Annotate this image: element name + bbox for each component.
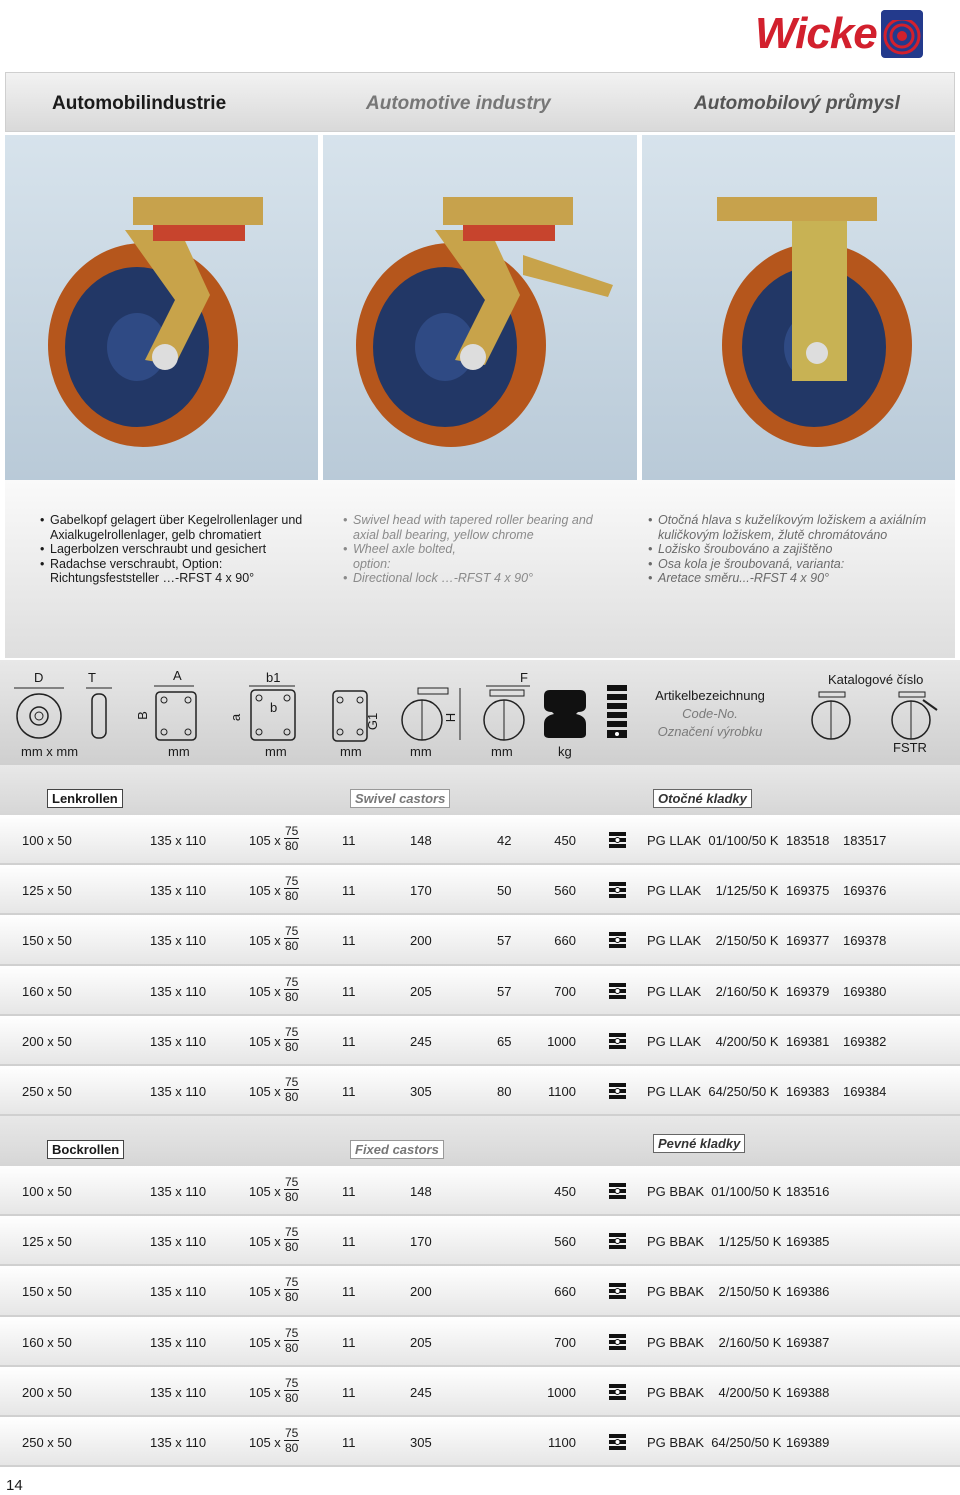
fraction-denominator: 80 [285, 839, 299, 853]
photo-swivel-castor [5, 135, 318, 480]
header-unit-dxt: mm x mm [21, 744, 79, 759]
desc-cz-line: kuličkovým ložiskem, žlutě chromátováno [658, 527, 888, 542]
desc-de-line: • Radachse verschraubt, Option: [40, 557, 302, 572]
cell-plate-size: 135 x 110 [150, 833, 207, 848]
label-fixed-de: Bockrollen [47, 1140, 124, 1159]
material-code-icon [609, 932, 626, 948]
cell-load: 660 [554, 1284, 576, 1300]
cell-dimension: 200 x 50 [22, 1384, 72, 1400]
cell-g1: 11 [342, 1083, 356, 1099]
cell-bolt-spacing: 105 x [249, 933, 281, 949]
cell-height: 148 [410, 1184, 432, 1199]
header-fstr: FSTR [893, 740, 927, 755]
cell-article-name: PG LLAK 2/150/50 K [647, 933, 779, 949]
cell-dimension: 250 x 50 [22, 1434, 72, 1450]
header-article-cz: Označení výrobku [657, 724, 763, 739]
cell-catalog-code: 169387 [786, 1334, 830, 1350]
fixed-rows [0, 1166, 960, 1467]
cell-catalog-code: 183518 [786, 833, 830, 848]
label-fixed-en: Fixed castors [350, 1140, 444, 1159]
header-b-lower: b [270, 700, 278, 715]
material-code-icon [609, 1233, 626, 1249]
description-en [343, 513, 593, 586]
table-row [0, 966, 960, 1016]
cell-g1: 11 [342, 1334, 356, 1350]
description-de [40, 513, 302, 586]
cell-plate-size: 135 x 110 [150, 1334, 207, 1350]
cell-dimension: 125 x 50 [22, 883, 72, 899]
desc-en-line: • Directional lock …-RFST 4 x 90° [343, 571, 593, 586]
title-band [5, 72, 955, 132]
material-code-icon [609, 1334, 626, 1350]
fraction-numerator: 75 [285, 1275, 299, 1290]
cell-plate-size: 135 x 110 [150, 1284, 207, 1300]
header-b-upper: B [134, 711, 150, 720]
cell-bolt-spacing: 105 x [249, 833, 281, 848]
brand-logo [755, 8, 923, 60]
cell-dimension: 250 x 50 [22, 1083, 72, 1099]
description-band [5, 480, 955, 658]
desc-de-line: Axialkugelrollenlager, gelb chromatiert [50, 527, 262, 542]
cell-g1: 11 [342, 1434, 356, 1450]
fraction-denominator: 80 [285, 1340, 299, 1355]
cell-bolt-spacing: 105 x [249, 1083, 281, 1099]
cell-plate-size: 135 x 110 [150, 1033, 207, 1049]
header-a-lower: a [228, 713, 244, 722]
cell-catalog-code: 169379 [786, 983, 830, 999]
title-de: Automobilindustrie [52, 93, 227, 114]
cell-offset: 57 [497, 933, 512, 949]
cell-g1: 11 [342, 1384, 356, 1400]
cell-plate-size: 135 x 110 [150, 983, 207, 999]
offset-icon [480, 684, 540, 742]
cell-article-name: PG LLAK 64/250/50 K [647, 1083, 779, 1099]
fraction-denominator: 80 [285, 1390, 299, 1405]
desc-de-line: Richtungsfeststeller …-RFST 4 x 90° [50, 571, 255, 586]
photo-fixed-castor [642, 135, 955, 480]
cell-offset: 50 [497, 883, 512, 899]
cell-load: 1100 [548, 1434, 576, 1450]
table-row [0, 1266, 960, 1316]
cell-plate-size: 135 x 110 [150, 883, 207, 899]
header-article-de: Artikelbezeichnung [655, 688, 765, 703]
title-en: Automotive industry [366, 93, 551, 114]
cell-article-name: PG LLAK 4/200/50 K [647, 1033, 779, 1049]
wheel-dimension-icon [14, 684, 124, 742]
cell-height: 245 [410, 1384, 432, 1400]
cell-plate-size: 135 x 110 [150, 1083, 207, 1099]
table-row [0, 1317, 960, 1367]
cell-bolt-fraction [284, 1225, 299, 1254]
cell-article-name: PG LLAK 1/125/50 K [647, 883, 779, 899]
cell-bolt-fraction [284, 1075, 299, 1104]
cell-plate-size: 135 x 110 [150, 1434, 207, 1450]
table-row [0, 915, 960, 965]
fraction-numerator: 75 [285, 1024, 299, 1039]
cell-bolt-spacing: 105 x [249, 1384, 281, 1400]
table-header [0, 660, 960, 765]
cell-load: 700 [554, 1334, 576, 1350]
fraction-denominator: 80 [285, 1089, 299, 1104]
table-row [0, 815, 960, 865]
cell-article-name: PG BBAK 4/200/50 K [647, 1384, 782, 1400]
cell-bolt-spacing: 105 x [249, 1434, 281, 1450]
material-code-icon [609, 1434, 626, 1450]
cell-g1: 11 [342, 933, 356, 949]
fraction-denominator: 80 [285, 939, 299, 954]
label-swivel-cz: Otočné kladky [653, 789, 752, 808]
cell-article-name: PG BBAK 01/100/50 K [647, 1184, 782, 1199]
fraction-denominator: 80 [285, 989, 299, 1004]
fraction-denominator: 80 [285, 1190, 299, 1204]
cell-g1: 11 [342, 883, 356, 899]
cell-catalog-code: 169377 [786, 933, 830, 949]
cell-load: 1000 [547, 1033, 576, 1049]
cell-g1: 11 [342, 833, 356, 848]
cell-fstr-code: 169384 [843, 1083, 887, 1099]
cell-height: 245 [410, 1033, 432, 1049]
cell-height: 205 [410, 983, 432, 999]
cell-offset: 42 [497, 833, 512, 848]
header-article-en: Code-No. [682, 706, 738, 721]
material-code-icon [609, 832, 626, 848]
table-row [0, 1066, 960, 1116]
cell-bolt-fraction [284, 975, 299, 1004]
fraction-numerator: 75 [285, 1074, 299, 1089]
cell-offset: 80 [497, 1083, 512, 1099]
cell-height: 305 [410, 1434, 432, 1450]
material-code-icon [609, 1384, 626, 1400]
desc-cz-line: • Otočná hlava s kuželíkovým ložiskem a axiálním [648, 513, 926, 528]
desc-en-line: option: [353, 556, 391, 571]
description-cz [648, 513, 926, 586]
cell-article-name: PG BBAK 64/250/50 K [647, 1434, 782, 1450]
cell-dimension: 150 x 50 [22, 1284, 72, 1300]
cell-dimension: 150 x 50 [22, 933, 72, 949]
cell-catalog-code: 169389 [786, 1434, 830, 1450]
material-code-icon [609, 1083, 626, 1099]
desc-en-line: • Swivel head with tapered roller bearing and [343, 513, 593, 528]
header-unit-ab: mm [168, 744, 190, 759]
cell-article-name: PG LLAK 2/160/50 K [647, 983, 779, 999]
cell-dimension: 160 x 50 [22, 1334, 72, 1350]
cell-fstr-code: 169378 [843, 933, 887, 949]
fraction-numerator: 75 [285, 1225, 299, 1240]
header-d: D [34, 670, 44, 685]
desc-en-line: • Wheel axle bolted, [343, 542, 593, 557]
fraction-numerator: 75 [285, 924, 299, 939]
material-code-icon [609, 983, 626, 999]
table-row [0, 1417, 960, 1467]
fraction-numerator: 75 [285, 824, 299, 838]
cell-catalog-code: 169388 [786, 1384, 830, 1400]
cell-height: 170 [410, 883, 432, 899]
header-unit-kg: kg [558, 744, 572, 759]
material-code-icon [609, 1183, 626, 1199]
cell-dimension: 200 x 50 [22, 1033, 72, 1049]
cell-load: 660 [554, 933, 576, 949]
height-icon [400, 686, 470, 744]
cell-bolt-spacing: 105 x [249, 1184, 281, 1199]
cell-bolt-spacing: 105 x [249, 883, 281, 899]
cell-bolt-fraction [284, 1326, 299, 1355]
cell-g1: 11 [342, 1234, 356, 1250]
cell-plate-size: 135 x 110 [150, 1384, 207, 1400]
desc-cz-line: • Aretace směru...-RFST 4 x 90° [648, 571, 926, 586]
cell-catalog-code: 169381 [786, 1033, 830, 1049]
header-unit-b1: mm [265, 744, 287, 759]
cell-g1: 11 [342, 983, 356, 999]
cell-load: 1000 [547, 1384, 576, 1400]
section-fixed [0, 1116, 960, 1467]
section-swivel [0, 765, 960, 1116]
fraction-numerator: 75 [285, 874, 299, 889]
cell-bolt-spacing: 105 x [249, 1284, 281, 1300]
fraction-numerator: 75 [285, 1325, 299, 1340]
header-b1: b1 [266, 670, 281, 685]
label-fixed-cz: Pevné kladky [653, 1134, 745, 1153]
header-h: H [443, 712, 459, 723]
header-f: F [520, 670, 528, 685]
cell-height: 148 [410, 833, 432, 848]
photo-swivel-castor-with-brake [323, 135, 636, 480]
cell-dimension: 160 x 50 [22, 983, 72, 999]
cell-load: 560 [554, 1234, 576, 1250]
cell-catalog-code: 169385 [786, 1234, 830, 1250]
desc-cz-line: • Ložisko šroubováno a zajištěno [648, 542, 926, 557]
cell-load: 450 [554, 833, 576, 848]
fraction-denominator: 80 [285, 1240, 299, 1255]
cell-plate-size: 135 x 110 [150, 1234, 207, 1250]
cell-article-name: PG LLAK 01/100/50 K [647, 833, 779, 848]
cell-dimension: 100 x 50 [22, 1184, 72, 1199]
cell-offset: 65 [497, 1033, 512, 1049]
section-labels [0, 765, 960, 815]
fraction-numerator: 75 [285, 1375, 299, 1390]
fraction-numerator: 75 [285, 974, 299, 989]
material-code-icon [606, 684, 628, 740]
desc-cz-line: • Osa kola je šroubovaná, varianta: [648, 557, 926, 572]
cell-plate-size: 135 x 110 [150, 1184, 207, 1199]
cell-bolt-fraction [284, 1025, 299, 1054]
page-number: 14 [6, 1477, 23, 1494]
fraction-denominator: 80 [285, 1290, 299, 1305]
plate-bolt-icon [245, 684, 300, 744]
cell-bolt-spacing: 105 x [249, 1033, 281, 1049]
desc-de-line: • Lagerbolzen verschraubt und gesichert [40, 542, 302, 557]
cell-bolt-fraction [284, 1376, 299, 1405]
cell-height: 205 [410, 1334, 432, 1350]
cell-load: 1100 [548, 1083, 576, 1099]
plate-ab-icon [150, 684, 200, 744]
cell-height: 200 [410, 1284, 432, 1300]
cell-fstr-code: 183517 [843, 833, 887, 848]
label-swivel-en: Swivel castors [350, 789, 450, 808]
cell-dimension: 125 x 50 [22, 1234, 72, 1250]
cell-bolt-spacing: 105 x [249, 1234, 281, 1250]
cell-bolt-spacing: 105 x [249, 1334, 281, 1350]
header-catalog: Katalogové číslo [828, 672, 924, 687]
cell-bolt-fraction [284, 1275, 299, 1304]
plate-hole-icon [330, 688, 370, 744]
cell-load: 560 [554, 883, 576, 899]
cell-dimension: 100 x 50 [22, 833, 72, 848]
product-photos [5, 135, 955, 480]
cell-bolt-fraction [284, 924, 299, 953]
cell-catalog-code: 183516 [786, 1184, 830, 1199]
cell-article-name: PG BBAK 2/150/50 K [647, 1284, 782, 1300]
header-unit-f: mm [491, 744, 513, 759]
fraction-denominator: 80 [285, 1039, 299, 1054]
cell-fstr-code: 169380 [843, 983, 887, 999]
fraction-denominator: 80 [285, 889, 299, 904]
cell-bolt-fraction [284, 1175, 299, 1204]
swivel-rows [0, 815, 960, 1116]
header-unit-h: mm [410, 744, 432, 759]
castor-type-icon [805, 690, 945, 742]
table-row [0, 1016, 960, 1066]
cell-bolt-fraction [284, 874, 299, 903]
cell-article-name: PG BBAK 2/160/50 K [647, 1334, 782, 1350]
cell-catalog-code: 169383 [786, 1083, 830, 1099]
title-cz: Automobilový průmysl [694, 93, 900, 114]
cell-g1: 11 [342, 1284, 356, 1300]
fraction-numerator: 75 [285, 1175, 299, 1189]
material-code-icon [609, 1283, 626, 1299]
cell-g1: 11 [342, 1033, 356, 1049]
brand-name: Wicke [755, 9, 877, 58]
desc-de-line: • Gabelkopf gelagert über Kegelrollenlager und [40, 513, 302, 528]
header-g1: G1 [365, 712, 381, 731]
cell-fstr-code: 169382 [843, 1033, 887, 1049]
table-row [0, 1367, 960, 1417]
label-swivel-de: Lenkrollen [47, 789, 123, 808]
cell-height: 200 [410, 933, 432, 949]
material-code-icon [609, 882, 626, 898]
header-unit-g: mm [340, 744, 362, 759]
cell-catalog-code: 169386 [786, 1284, 830, 1300]
cell-g1: 11 [342, 1184, 356, 1199]
header-t: T [88, 670, 96, 685]
fraction-denominator: 80 [285, 1440, 299, 1455]
cell-article-name: PG BBAK 1/125/50 K [647, 1234, 782, 1250]
table-row [0, 865, 960, 915]
desc-en-line: axial ball bearing, yellow chrome [353, 527, 534, 542]
cell-offset: 57 [497, 983, 512, 999]
section-labels [0, 1116, 960, 1166]
table-row [0, 1216, 960, 1266]
table-row [0, 1166, 960, 1216]
cell-fstr-code: 169376 [843, 883, 887, 899]
cell-height: 170 [410, 1234, 432, 1250]
cell-catalog-code: 169375 [786, 883, 830, 899]
cell-load: 450 [554, 1184, 576, 1199]
load-weight-icon [542, 688, 588, 740]
material-code-icon [609, 1033, 626, 1049]
cell-bolt-spacing: 105 x [249, 983, 281, 999]
cell-bolt-fraction [284, 824, 299, 853]
fraction-numerator: 75 [285, 1425, 299, 1440]
header-a-upper: A [173, 668, 182, 683]
cell-plate-size: 135 x 110 [150, 933, 207, 949]
cell-bolt-fraction [284, 1426, 299, 1455]
brand-mark-icon [881, 10, 923, 58]
cell-height: 305 [410, 1083, 432, 1099]
cell-load: 700 [554, 983, 576, 999]
